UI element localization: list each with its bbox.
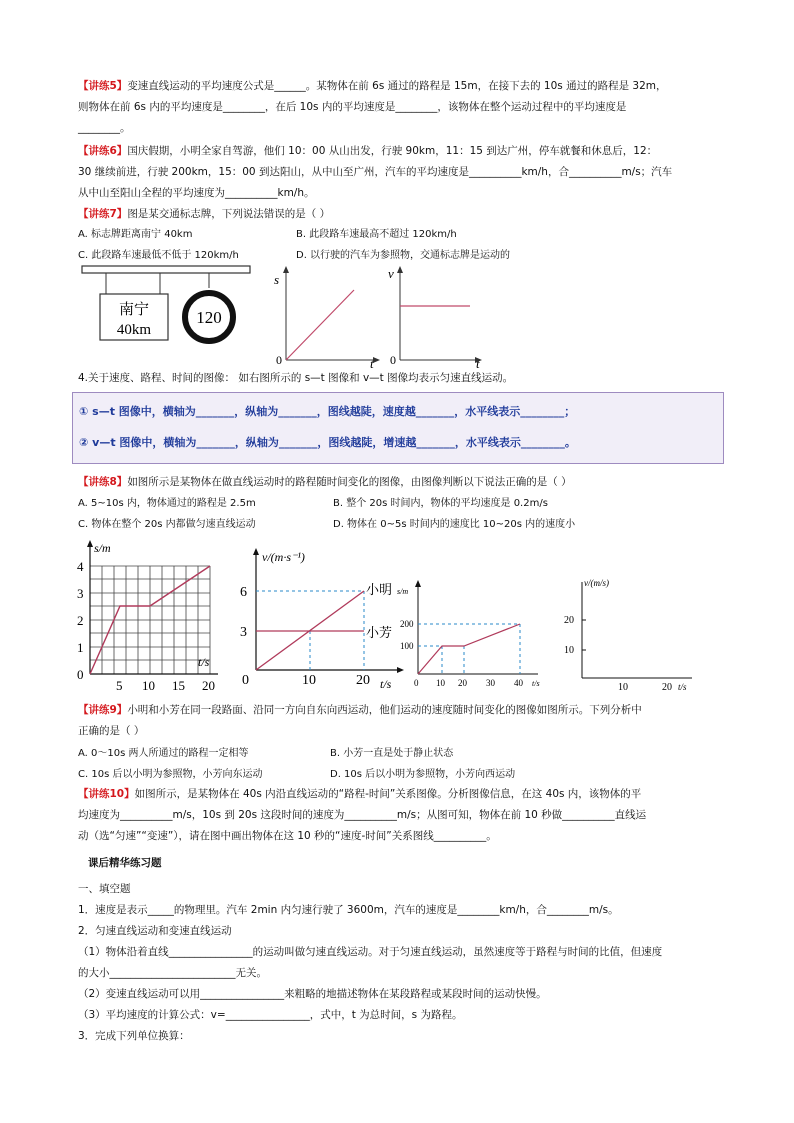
graph2-ytick: 3 [240, 625, 247, 640]
q9-line2: 正确的是（ ） [78, 725, 145, 737]
st-origin: 0 [276, 353, 282, 367]
graph1-grid [90, 566, 210, 674]
graph3-xtick: 20 [458, 678, 467, 688]
graph4-xtick: 20 [662, 682, 672, 693]
st-graph [272, 266, 382, 368]
graph4-vt-empty [558, 574, 698, 694]
q6-line1: 【讲练6】国庆假期，小明全家自驾游，他们 10：00 从山出发，行驶 90km，11：15 到达广州，停车就餐和休息后，12： [78, 145, 658, 157]
st-xlabel: t [370, 356, 374, 368]
section-title: 课后精华练习题 [88, 857, 162, 869]
fill-q1: 1．速度是表示_____的物理里。汽车 2min 内匀速行驶了 3600m，汽车的速度是________km/h，合________m/s。 [78, 904, 619, 916]
vt-y-arrow [397, 266, 403, 273]
graph2-xlabel: t/s [380, 677, 392, 691]
graph2-vt [232, 542, 410, 692]
graph1-ylabel: s/m [94, 541, 111, 555]
q10-line2: 均速度为__________m/s，10s 到 20s 这段时间的速度为__________m/s；从图可知，物体在前 10 秒做__________直线运 [78, 809, 647, 821]
graph1-xtick: 10 [142, 678, 155, 693]
graph1-st-grid [72, 538, 222, 694]
graph3-xlabel: t/s [532, 679, 540, 688]
graph1-ytick: 4 [77, 559, 84, 574]
sign-beam [82, 266, 250, 273]
fill-q2-title: 2．匀速直线运动和变速直线运动 [78, 925, 232, 937]
q10-line3: 动（选“匀速”“变速”），请在图中画出物体在这 10 秒的“速度-时间”关系图线__________。 [78, 830, 497, 842]
st-ylabel: s [274, 272, 280, 287]
graph1-ytick: 0 [77, 667, 84, 682]
speed-limit-value: 120 [196, 308, 222, 327]
fill-q2-3: （3）平均速度的计算公式：v=________________，式中，t 为总时间，s 为路程。 [78, 1009, 463, 1021]
graph1-xlabel: t/s [198, 655, 210, 669]
q9-line1: 【讲练9】小明和小芳在同一段路面、沿同一方向自东向西运动，他们运动的速度随时间变化的图像如图所示。下列分析中 [78, 704, 642, 716]
q4-row-vt: ② v—t 图像中，横轴为_______，纵轴为_______，图线越陡，增速越_______，水平线表示________。 [79, 436, 576, 449]
graph1-xtick: 20 [202, 678, 215, 693]
graph1-y-arrow [87, 540, 93, 547]
q5-line2: 则物体在前 6s 内的平均速度是________，在后 10s 内的平均速度是________，该物体在整个运动过程中的平均速度是 [78, 101, 627, 113]
graph3-xtick: 10 [436, 678, 445, 688]
q7-option-b: B. 此段路车速最高不超过 120km/h [296, 229, 457, 240]
vt-graph [386, 266, 486, 368]
sign-distance: 40km [116, 322, 152, 338]
q8-option-b: B. 整个 20s 时间内，物体的平均速度是 0.2m/s [333, 498, 548, 509]
q4-row-st: ① s—t 图像中，横轴为_______，纵轴为_______，图线越陡，速度越_______，水平线表示________； [79, 405, 576, 418]
st-y-arrow [283, 266, 289, 273]
q9-option-c: C. 10s 后以小明为参照物，小芳向东运动 [78, 769, 263, 780]
st-x-arrow [373, 357, 380, 363]
q6-line3: 从中山至阳山全程的平均速度为__________km/h。 [78, 187, 315, 199]
q7-option-a: A. 标志牌距离南宁 40km [78, 229, 193, 240]
graph3-xtick: 30 [486, 678, 495, 688]
q4-intro: 4.关于速度、路程、时间的图像： 如右图所示的 s—t 图像和 v—t 图像均表示匀速直线运动。 [78, 372, 514, 384]
graph4-ylabel: v/(m/s) [584, 578, 609, 588]
graph3-xtick: 0 [414, 678, 419, 688]
graph2-y-arrow [253, 548, 259, 555]
q7-stem: 【讲练7】图是某交通标志牌，下列说法错误的是（ ） [78, 208, 331, 220]
q8-option-a: A. 5~10s 内，物体通过的路程是 2.5m [78, 498, 256, 509]
graph3-st [396, 578, 546, 690]
vt-origin: 0 [390, 353, 396, 367]
graph1-ytick: 1 [77, 640, 84, 655]
q8-stem: 【讲练8】如图所示是某物体在做直线运动时的路程随时间变化的图像，由图像判断以下说法正确的是（ ） [78, 476, 572, 488]
graph1-xtick: 5 [116, 678, 123, 693]
fill-q2-1a: （1）物体沿着直线________________的运动叫做匀速直线运动。对于匀速直线运动，虽然速度等于路程与时间的比值，但速度 [78, 946, 663, 958]
graph3-ytick: 100 [400, 641, 414, 651]
vt-ylabel: v [388, 266, 394, 281]
q7-option-d: D. 以行驶的汽车为参照物，交通标志牌是运动的 [296, 250, 511, 261]
q9-option-a: A. 0～10s 两人所通过的路程一定相等 [78, 748, 249, 759]
q9-option-d: D. 10s 后以小明为参照物，小芳向西运动 [330, 769, 516, 780]
q6-line2: 30 继续前进，行驶 200km，15：00 到达阳山，从中山至广州，汽车的平均速度是__________km/h，合__________m/s；汽车 [78, 166, 673, 178]
q5-line1: 【讲练5】变速直线运动的平均速度公式是______。某物体在前 6s 通过的路程是 15m，在接下去的 10s 通过的路程是 32m， [78, 80, 667, 92]
graph4-xtick: 10 [618, 682, 628, 693]
graph3-ylabel: s/m [397, 587, 409, 596]
q10-line1: 【讲练10】如图所示，是某物体在 40s 内沿直线运动的“路程-时间”关系图像。分析图像信息，在这 40s 内，该物体的平 [78, 788, 642, 800]
graph2-xtick: 10 [302, 673, 316, 688]
fill-q3: 3．完成下列单位换算： [78, 1030, 190, 1042]
q7-option-c: C. 此段路车速最低不低于 120km/h [78, 250, 239, 261]
graph3-line [418, 624, 520, 674]
graph1-ytick: 3 [77, 586, 84, 601]
graph3-y-arrow [415, 580, 421, 587]
graph1-xtick: 15 [172, 678, 185, 693]
graph2-ylabel: v/(m·s⁻¹) [262, 550, 305, 564]
q8-option-d: D. 物体在 0~5s 时间内的速度比 10~20s 内的速度小 [333, 519, 576, 530]
vt-xlabel: t [476, 356, 480, 368]
sign-city: 南宁 [118, 302, 150, 318]
q4-highlight-box [72, 392, 724, 464]
graph4-ytick: 10 [564, 645, 574, 656]
graph3-ytick: 200 [400, 619, 414, 629]
st-line [286, 290, 354, 360]
graph4-xlabel: t/s [678, 682, 687, 692]
graph2-xtick: 20 [356, 673, 370, 688]
traffic-sign-figure [80, 264, 256, 356]
graph2-label-xiaoming: 小明 [366, 582, 393, 597]
q9-option-b: B. 小芳一直是处于静止状态 [330, 748, 454, 759]
fill-q2-2: （2）变速直线运动可以用________________来粗略的地描述物体在某段路程或某段时间的运动快慢。 [78, 988, 547, 1000]
graph2-label-xiaofang: 小芳 [366, 625, 393, 640]
q8-option-c: C. 物体在整个 20s 内都做匀速直线运动 [78, 519, 256, 530]
graph2-xtick: 0 [242, 673, 249, 688]
section-subtitle: 一、填空题 [78, 883, 131, 895]
graph3-xtick: 40 [514, 678, 523, 688]
graph2-ytick: 6 [240, 585, 247, 600]
fill-q2-1b: 的大小________________________无关。 [78, 967, 267, 979]
graph4-ytick: 20 [564, 615, 574, 626]
graph1-ytick: 2 [77, 613, 84, 628]
q5-line3: ________。 [78, 122, 131, 134]
